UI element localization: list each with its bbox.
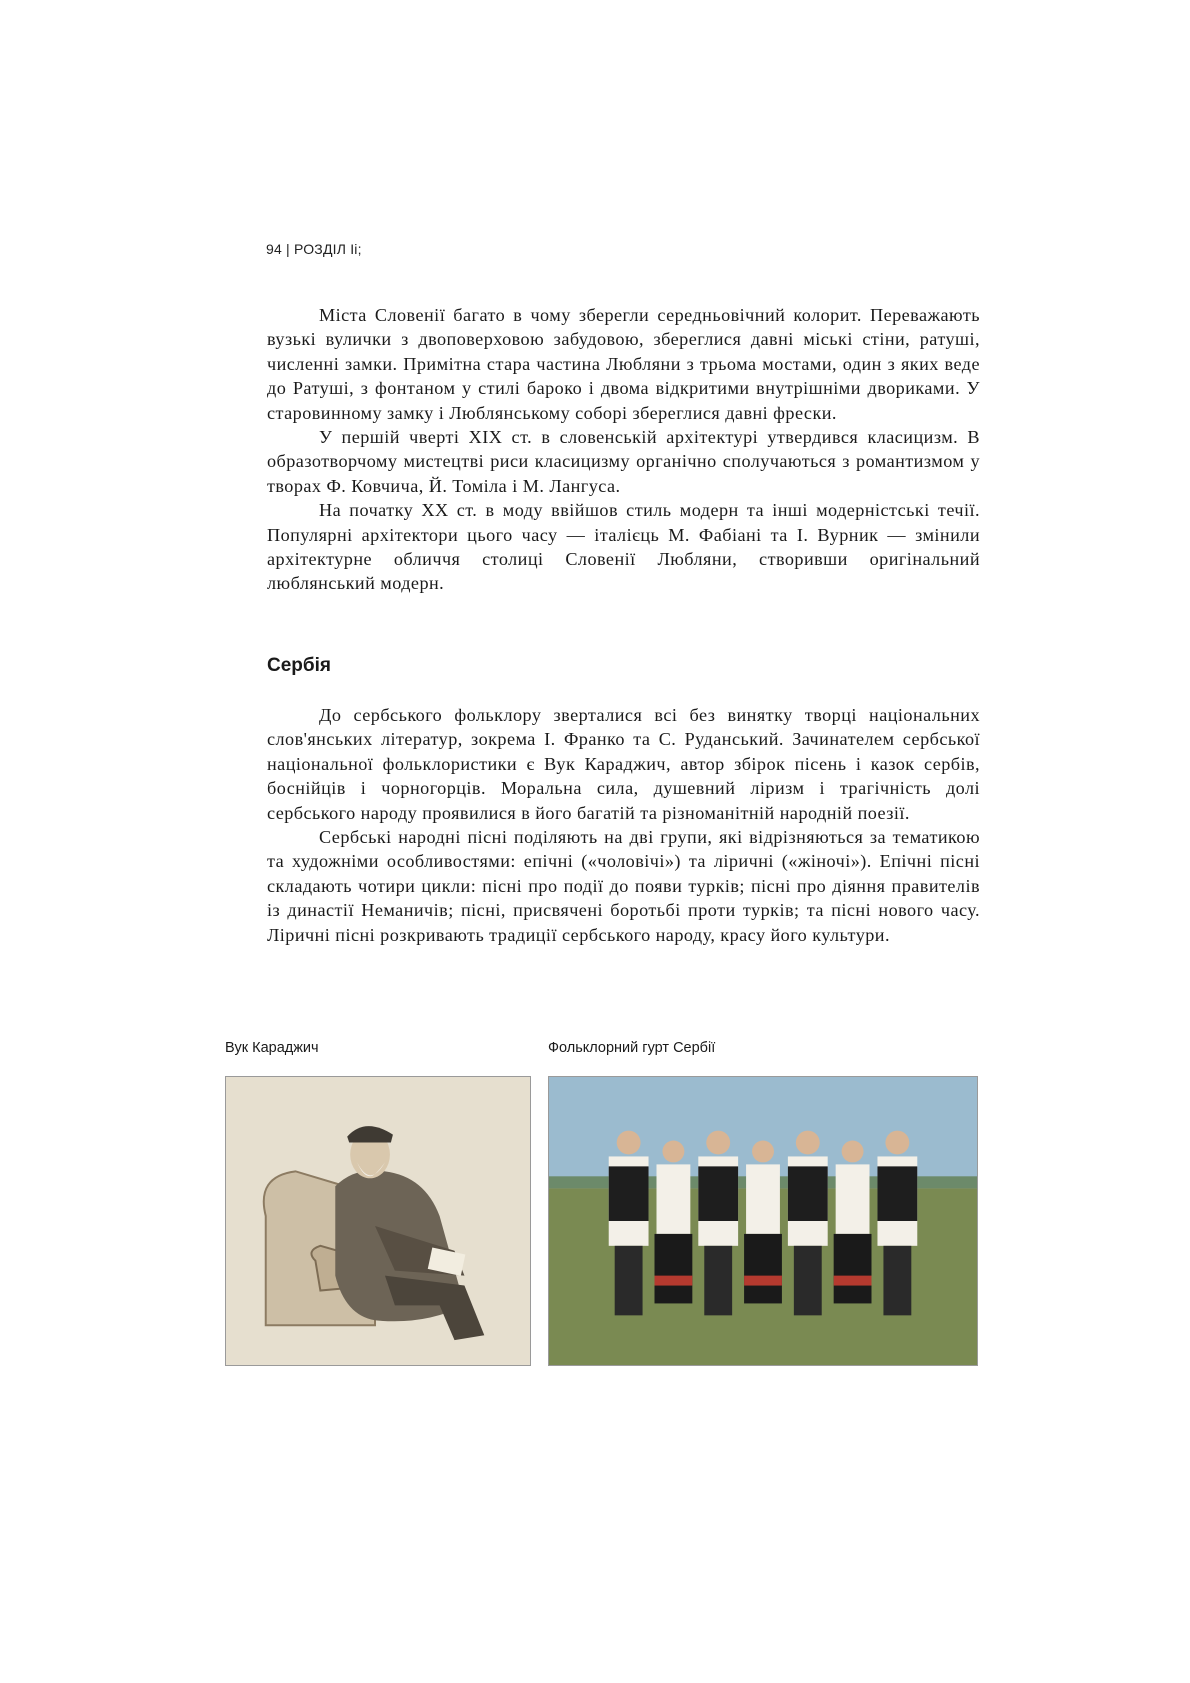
paragraph: До сербського фольклору зверталися всі без винятку творці національних слов'янських літератур, зокрема І. Франко та С. Руданський. Зачинателем сербської національної фольклористики є Вук Караджич, автор збірок пісень і казок сербів, боснійців і чорногорців. Моральна сила, душевний ліризм і трагічність долі сербського народу проявилися в його багатій та різноманітній народній поезії.: [267, 705, 980, 823]
paragraph: У першій чверті XIX ст. в словенській архітектурі утвердився класицизм. В образотворчому мистецтві риси класицизму органічно сполучаються з романтизмом у творах Ф. Ковчича, Й. Томіла і М. Лангуса.: [267, 427, 980, 496]
running-head: 94 | РОЗДІЛ Ii;: [266, 241, 362, 257]
paragraph: Сербські народні пісні поділяють на дві групи, які відрізняються за тематикою та художніми особливостями: епічні («чоловічі») та ліричні («жіночі»). Епічні пісні складають чотири цикли: пісні про події до появи турків; пісні про діяння правителів із династії Неманичів; пісні, присвячені боротьбі проти турків; та пісні нового часу. Ліричні пісні розкривають традиції сербського народу, красу його культури.: [267, 827, 980, 945]
section-heading: Сербія: [267, 655, 331, 676]
figure-caption-left: Вук Караджич: [225, 1040, 319, 1056]
folk-group-photo: [548, 1076, 978, 1366]
portrait-image: [225, 1076, 531, 1366]
text-block-serbia: [267, 703, 980, 947]
paragraph: На початку XX ст. в моду ввійшов стиль модерн та інші модерністські течії. Популярні архітектори цього часу — італієць М. Фабіані та І. Вурник — змінили архітектурне обличчя столиці Словенії Любляни, створивши оригінальний люблянський модерн.: [267, 500, 980, 594]
paragraph: Міста Словенії багато в чому зберегли середньовічний колорит. Переважають вузькі вулички з двоповерховою забудовою, збереглися давні міські стіни, ратуші, численні замки. Примітна стара частина Любляни з трьома мостами, один з яких веде до Ратуші, з фонтаном у стилі бароко і двома відкритими внутрішніми двориками. У старовинному замку і Люблянському соборі збереглися давні фрески.: [267, 305, 980, 423]
text-block-slovenia: [267, 303, 980, 596]
figure-caption-right: Фольклорний гурт Сербії: [548, 1040, 716, 1056]
